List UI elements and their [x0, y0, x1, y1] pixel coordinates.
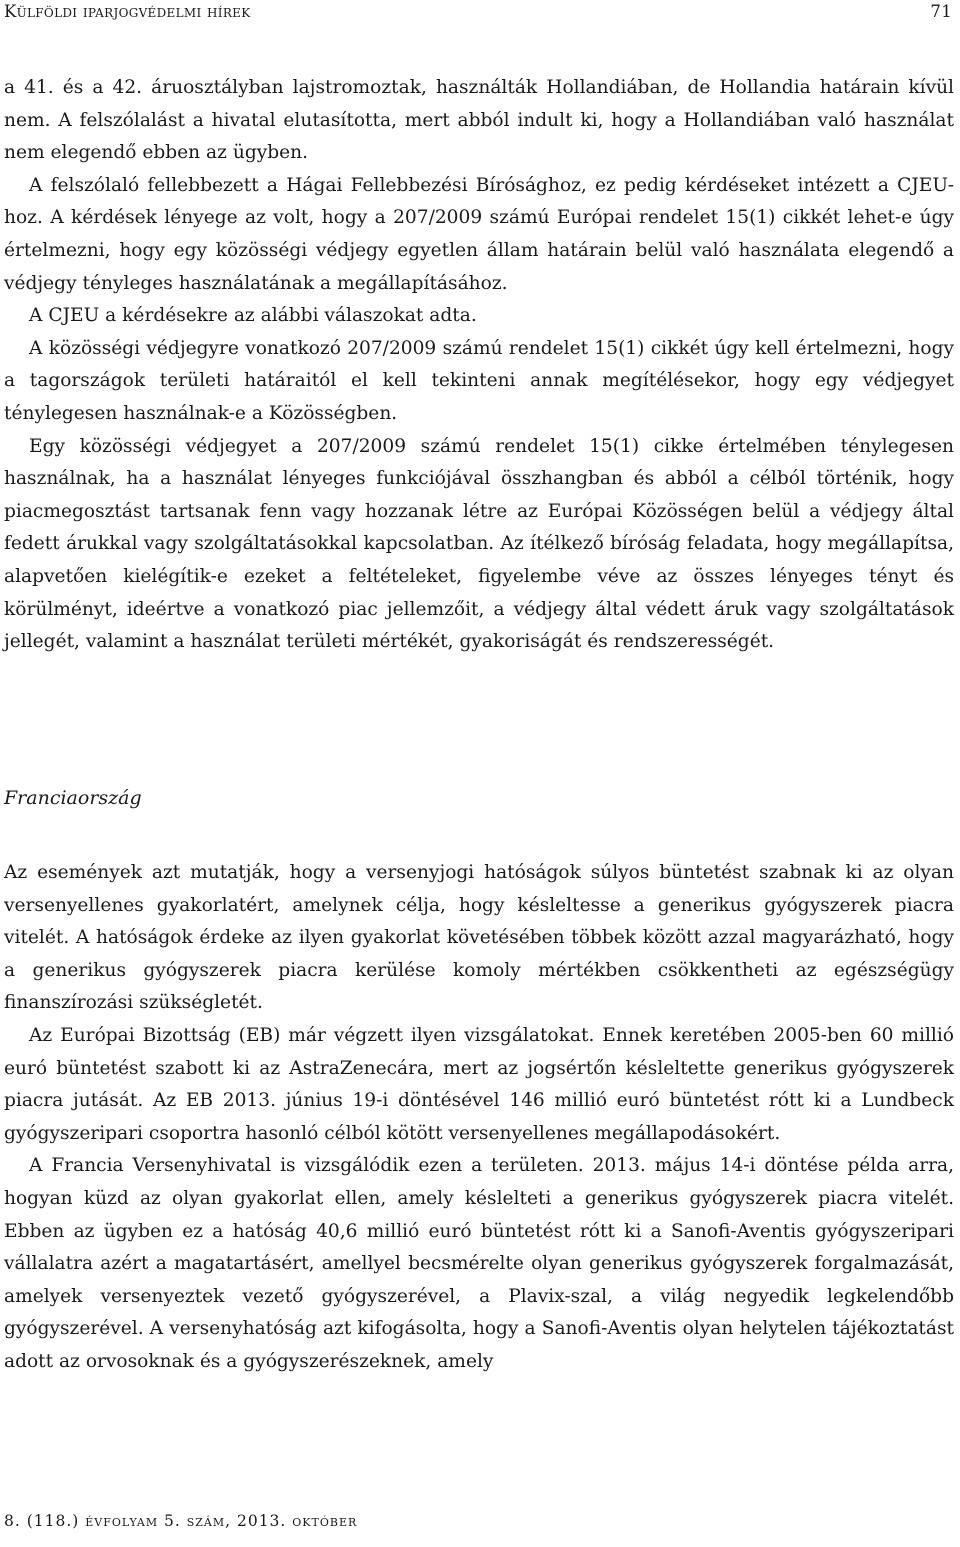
paragraph: A Francia Versenyhivatal is vizsgálódik ezen a területen. 2013. május 14-i döntése példa arra, hogyan küzd az olyan gyakorlat ellen, amely késlelteti a generikus gyógyszerek piacra vitelét. Ebben az ügyben ez a hatóság 40,6 millió euró büntetést rótt ki a Sanofi-Aventis gyógyszeripari vállalatra azért a magatartásért, amellyel becsmérelte olyan generikus gyógyszerek forgalmazását, amelyek versenyeztek vezető gyógyszerével, a Plavix-szal, a világ negyedik legkelendőbb gyógyszerével. A versenyhatóság azt kifogásolta, hogy a Sanofi-Aventis olyan helytelen tájékoztatást adott az orvosoknak és a gyógyszerészeknek, amely	[4, 1155, 954, 1372]
paragraph: Az Európai Bizottság (EB) már végzett ilyen vizsgálatokat. Ennek keretében 2005-ben 60 millió euró büntetést szabott ki az AstraZenecára, mert az jogsértőn késleltette generikus gyógyszerek piacra jutását. Az EB 2013. június 19-i döntésével 146 millió euró büntetést rótt ki a Lundbeck gyógyszeripari csoportra hasonló célból kötött versenyellenes megállapodásokért.	[4, 1024, 954, 1144]
paragraph: A felszólaló fellebbezett a Hágai Fellebbezési Bírósághoz, ez pedig kérdéseket intézett a CJEU-hoz. A kérdések lényege az volt, hogy a 207/2009 számú Európai rendelet 15(1) cikkét lehet-e úgy értelmezni, hogy egy közösségi védjegy egyetlen állam határain belül való használata elegendő a védjegy tényleges használatának a megállapításához.	[4, 174, 954, 294]
running-header	[4, 2, 952, 28]
paragraph: a 41. és a 42. áruosztályban lajstromoztak, használták Hollandiában, de Hollandia határain kívül nem. A felszólalást a hivatal elutasította, mert abból indult ki, hogy a Hollandiában való használat nem elegendő ebben az ügyben.	[4, 77, 954, 164]
page-footer: 8. (118.) évfolyam 5. szám, 2013. október	[4, 1512, 358, 1530]
page-number: 71	[930, 2, 952, 21]
paragraph: A CJEU a kérdésekre az alábbi válaszokat adta.	[29, 305, 477, 327]
section-body-1	[4, 72, 954, 659]
running-header-title: Külföldi iparjogvédelmi hírek	[4, 2, 251, 21]
paragraph: A közösségi védjegyre vonatkozó 207/2009 számú rendelet 15(1) cikkét úgy kell értelmezni, hogy a tagországok területi határaitól el kell tekinteni annak megítélésekor, hogy egy védjegyet ténylegesen használnak-e a Közösségben.	[4, 337, 954, 424]
section-body-2	[4, 857, 954, 1379]
section-heading: Franciaország	[4, 787, 142, 809]
paragraph: Egy közösségi védjegyet a 207/2009 számú rendelet 15(1) cikke értelmében ténylegesen használnak, ha a használat lényeges funkciójával összhangban és abból a célból történik, hogy piacmegosztást tartsanak fenn vagy hozzanak létre az Európai Közösségen belül a védjegy által fedett árukkal vagy szolgáltatásokkal kapcsolatban. Az ítélkező bíróság feladata, hogy megállapítsa, alapvetően kielégítik-e ezeket a feltételeket, figyelembe véve az összes lényeges tényt és körülményt, ideértve a vonatkozó piac jellemzőit, a védjegy által védett áruk vagy szolgáltatások jellegét, valamint a használat területi mértékét, gyakoriságát és rendszerességét.	[4, 435, 954, 653]
paragraph: Az események azt mutatják, hogy a versenyjogi hatóságok súlyos büntetést szabnak ki az olyan versenyellenes gyakorlatért, amelynek célja, hogy késleltesse a generikus gyógyszerek piacra vitelét. A hatóságok érdeke az ilyen gyakorlat követésében többek között azzal magyarázható, hogy a generikus gyógyszerek piacra kerülése komoly mértékben csökkentheti az egészségügy finanszírozási szükségletét.	[4, 862, 954, 1014]
